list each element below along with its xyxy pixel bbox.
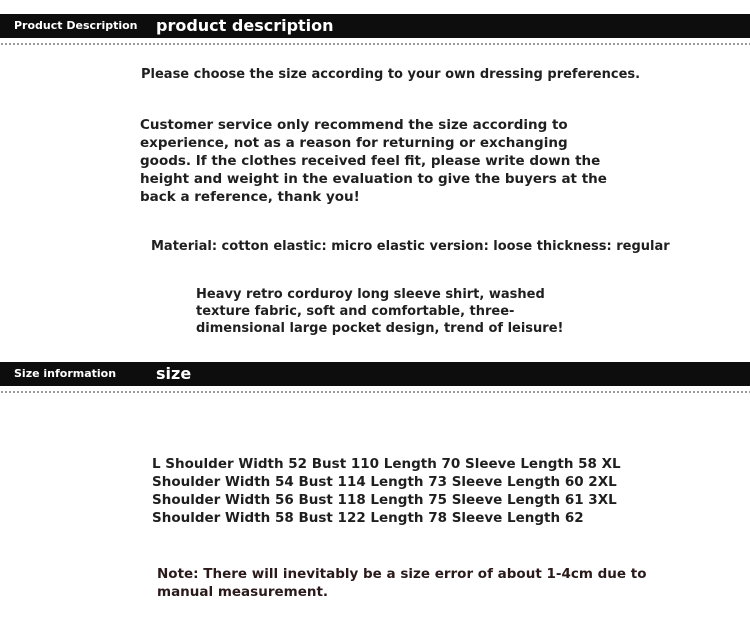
customer-service-paragraph — [140, 116, 607, 206]
section-tag: Product Description — [14, 19, 138, 32]
paragraph-line: height and weight in the evaluation to give the buyers at the — [140, 171, 607, 187]
paragraph-line: texture fabric, soft and comfortable, three- — [196, 304, 515, 319]
paragraph-line: experience, not as a reason for returning or exchanging — [140, 135, 568, 151]
paragraph-line: dimensional large pocket design, trend of leisure! — [196, 321, 564, 336]
section-title: size — [156, 364, 192, 383]
measurement-note — [157, 565, 647, 601]
dotted-divider — [0, 43, 750, 45]
product-description-header — [0, 14, 750, 38]
section-title: product description — [156, 16, 334, 35]
note-line: Note: There will inevitably be a size error of about 1-4cm due to — [157, 566, 647, 582]
paragraph-line: Heavy retro corduroy long sleeve shirt, washed — [196, 287, 545, 302]
material-text: Material: cotton elastic: micro elastic version: loose thickness: regular — [151, 239, 670, 254]
product-feature-paragraph — [196, 286, 563, 337]
size-row: L Shoulder Width 52 Bust 110 Length 70 Sleeve Length 58 XL — [152, 456, 621, 472]
size-chart-list — [152, 455, 621, 527]
section-tag: Size information — [14, 367, 117, 380]
size-row: Shoulder Width 56 Bust 118 Length 75 Sleeve Length 61 3XL — [152, 492, 617, 508]
size-row: Shoulder Width 58 Bust 122 Length 78 Sleeve Length 62 — [152, 510, 584, 526]
dotted-divider — [0, 391, 750, 393]
size-row: Shoulder Width 54 Bust 114 Length 73 Sleeve Length 60 2XL — [152, 474, 617, 490]
paragraph-line: Customer service only recommend the size according to — [140, 117, 568, 133]
note-line: manual measurement. — [157, 584, 329, 600]
size-advice-text: Please choose the size according to your own dressing preferences. — [141, 67, 641, 82]
paragraph-line: back a reference, thank you! — [140, 189, 360, 205]
paragraph-line: goods. If the clothes received feel fit, please write down the — [140, 153, 601, 169]
size-information-header — [0, 362, 750, 386]
